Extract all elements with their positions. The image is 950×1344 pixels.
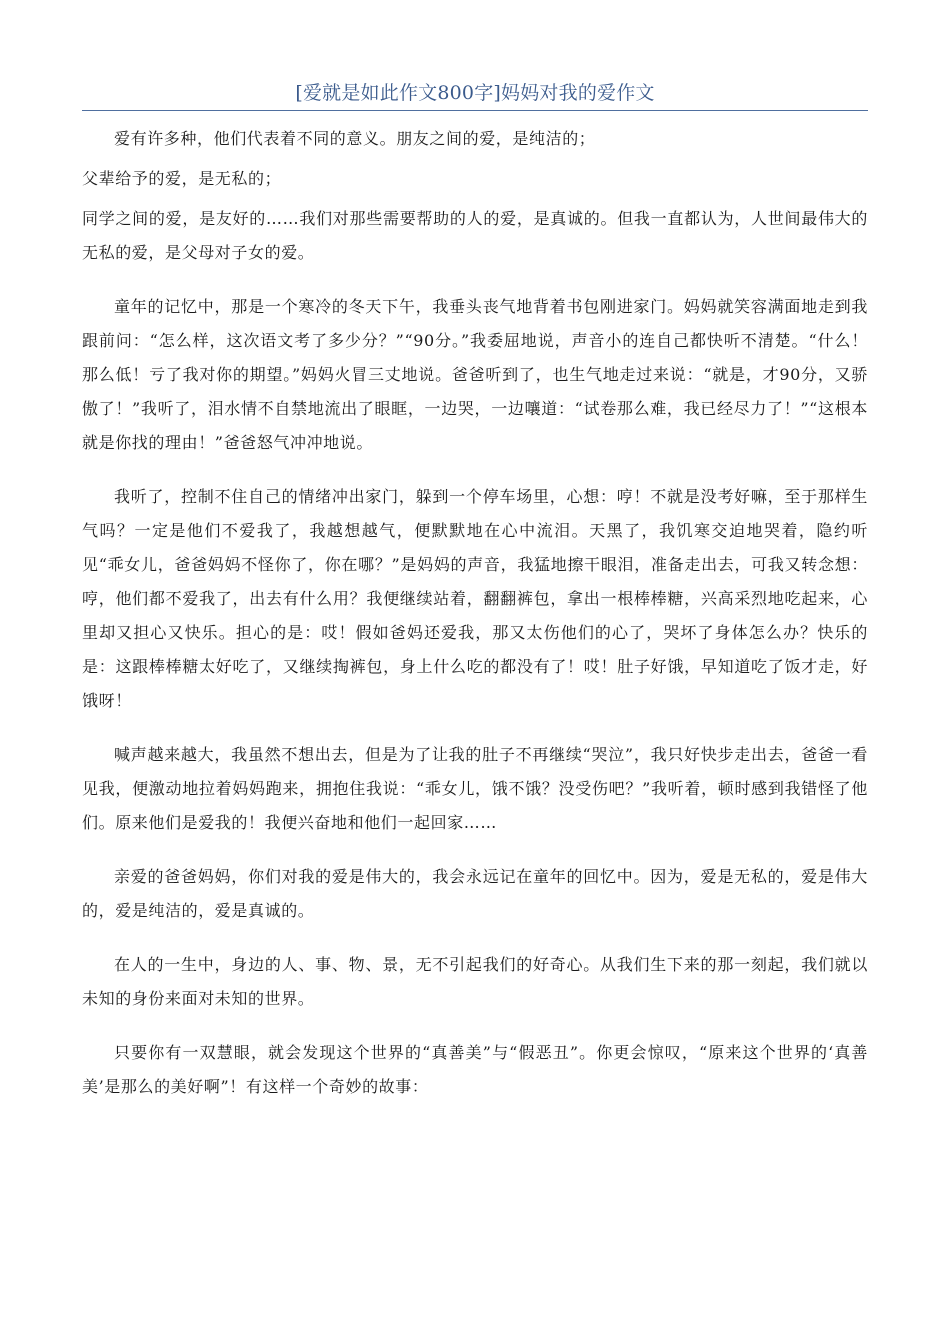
paragraph: 爱有许多种，他们代表着不同的意义。朋友之间的爱，是纯洁的；: [114, 129, 596, 148]
paragraph: 在人的一生中，身边的人、事、物、景，无不引起我们的好奇心。从我们生下来的那一刻起，我们就以未知的身份来面对未知的世界。: [82, 955, 868, 1008]
paragraph: 我听了，控制不住自己的情绪冲出家门，躲到一个停车场里，心想：哼！不就是没考好嘛，至于那样生气吗？一定是他们不爱我了，我越想越气，便默默地在心中流泪。天黑了，我饥寒交迫地哭着，隐约听见“乖女儿，爸爸妈妈不怪你了，你在哪？”是妈妈的声音，我猛地擦干眼泪，准备走出去，可我又转念想：哼，他们都不爱我了，出去有什么用？我便继续站着，翻翻裤包，拿出一根棒棒糖，兴高采烈地吃起来，心里却又担心又快乐。担心的是：哎！假如爸妈还爱我，那又太伤他们的心了，哭坏了身体怎么办？快乐的是：这跟棒棒糖太好吃了，又继续掏裤包，身上什么吃的都没有了！哎！肚子好饿，早知道吃了饭才走，好饿呀！: [82, 487, 868, 710]
page-header: [82, 80, 868, 111]
document-body: [82, 122, 868, 1124]
paragraph: 父辈给予的爱，是无私的；: [82, 169, 282, 188]
paragraph: 喊声越来越大，我虽然不想出去，但是为了让我的肚子不再继续“哭泣”，我只好快步走出去，爸爸一看见我，便激动地拉着妈妈跑来，拥抱住我说：“乖女儿，饿不饿？没受伤吧？”我听着，顿时感到我错怪了他们。原来他们是爱我的！我便兴奋地和他们一起回家……: [82, 745, 868, 832]
paragraph: 亲爱的爸爸妈妈，你们对我的爱是伟大的，我会永远记在童年的回忆中。因为，爱是无私的，爱是伟大的，爱是纯洁的，爱是真诚的。: [82, 867, 868, 920]
paragraph: 只要你有一双慧眼，就会发现这个世界的“真善美”与“假恶丑”。你更会惊叹，“原来这个世界的‘真善美’是那么的美好啊”！有这样一个奇妙的故事：: [82, 1043, 868, 1096]
paragraph: 同学之间的爱，是友好的……我们对那些需要帮助的人的爱，是真诚的。但我一直都认为，人世间最伟大的无私的爱，是父母对子女的爱。: [82, 209, 868, 262]
document-title: [爱就是如此作文800字]妈妈对我的爱作文: [295, 82, 655, 104]
paragraph: 童年的记忆中，那是一个寒冷的冬天下午，我垂头丧气地背着书包刚进家门。妈妈就笑容满面地走到我跟前问：“怎么样，这次语文考了多少分？”“90分。”我委屈地说，声音小的连自己都快听不清楚。“什么！那么低！亏了我对你的期望。”妈妈火冒三丈地说。爸爸听到了，也生气地走过来说：“就是，才90分，又骄傲了！”我听了，泪水情不自禁地流出了眼眶，一边哭，一边嚷道：“试卷那么难，我已经尽力了！”“这根本就是你找的理由！”爸爸怒气冲冲地说。: [82, 297, 868, 452]
